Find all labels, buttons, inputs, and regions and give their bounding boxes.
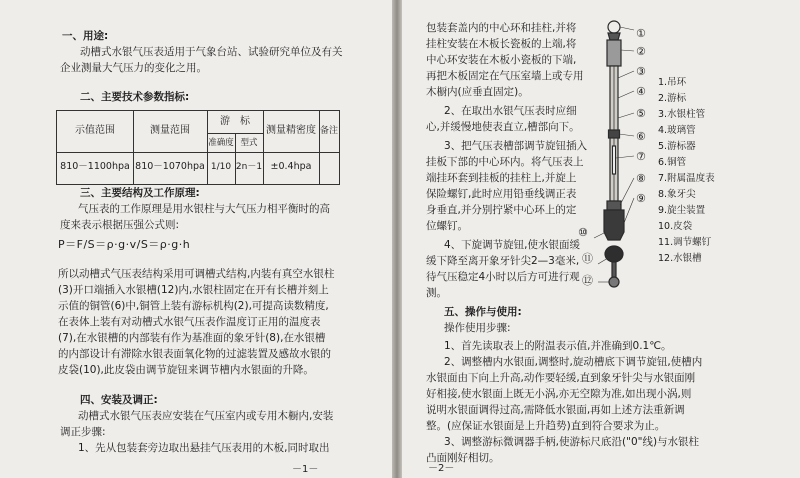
legend-item-9: 9.旋尘装置 <box>658 205 706 216</box>
pressure-formula: P＝F/S＝ρ·g·v/S＝ρ·g·h <box>58 238 191 251</box>
s5-line-3: 水银面由下向上升高,动作要轻缓,直到象牙针尖与水银面刚 <box>426 372 696 384</box>
p4-line-2: 缓下降至离开象牙针尖2—3毫米, <box>426 255 580 267</box>
cell-accuracy: ±0.4hpa <box>270 161 312 172</box>
s5-line-5: 说明水银面调得过高,需降低水银面,再如上述方法重新调 <box>426 404 685 416</box>
p1-line-2: 挂柱安装在木板长瓷板的上端,将 <box>426 38 577 50</box>
header-range: 示值范围 <box>75 125 115 136</box>
p2-line-2: 心,并缓慢地使表直立,槽部向下。 <box>426 121 580 133</box>
page-number-2: －2－ <box>428 463 455 474</box>
adjust-knob-shape <box>609 277 619 287</box>
s5-line-2: 2、调整槽内水银面,调整时,旋动槽底下调节旋钮,使槽内 <box>444 356 703 368</box>
legend-item-6: 6.铜管 <box>658 157 687 168</box>
header-precision: 准确度 <box>208 138 234 148</box>
right-page <box>402 0 800 478</box>
cistern-shape <box>604 210 624 240</box>
header-notes: 备注 <box>319 126 338 136</box>
section-4-title: 四、安装及调正: <box>80 394 158 406</box>
p4-line-3: 待气压稳定4小时以后方可进行观 <box>426 271 580 283</box>
section-3-body-2: (3)开口端插入水银槽(12)内,水银柱固定在开有长槽并刻上 <box>58 284 329 296</box>
s5-line-6: 整。(应保证水银面是上升趋势)直到符合要求为止。 <box>426 420 666 432</box>
barometer-diagram <box>584 18 644 293</box>
section-4-body-2: 调正步骤: <box>60 426 106 438</box>
section-3-body-5: (7),在水银槽的内部装有作为基准面的象牙针(8),在水银槽 <box>58 332 326 344</box>
callout-8: ⑧ <box>636 172 646 185</box>
section-3-body-6: 的内部设计有滞除水银表面氧化物的过滤装置及感故水银的 <box>58 348 331 360</box>
section-5-title: 五、操作与使用: <box>444 306 522 318</box>
p3-line-3: 端挂环套到挂板的挂柱上,并旋上 <box>426 172 577 184</box>
callout-7: ⑦ <box>636 150 646 163</box>
legend-item-11: 11.调节螺钉 <box>658 237 712 248</box>
section-3-intro-2: 度来表示根据压强公式则: <box>60 219 180 231</box>
adjust-screw-shape <box>612 262 616 278</box>
header-measure: 测量范围 <box>150 125 190 136</box>
callout-4: ④ <box>636 85 646 98</box>
callout-1: ① <box>636 27 646 40</box>
legend-item-5: 5.游标器 <box>658 141 696 152</box>
callout-12: ⑫ <box>582 274 593 287</box>
hanging-ring-shape <box>608 21 620 33</box>
section-1-title: 一、用途: <box>62 30 109 42</box>
p4-line-1: 4、下旋调节旋钮,使水银面缓 <box>444 239 581 251</box>
header-type: 型式 <box>240 138 258 148</box>
spec-table <box>56 110 340 185</box>
callout-9: ⑨ <box>636 192 646 205</box>
section-5-subtitle: 操作使用步骤: <box>444 322 511 334</box>
legend-item-2: 2.游标 <box>658 93 687 104</box>
legend-item-12: 12.水银槽 <box>658 253 702 264</box>
callout-11: ⑪ <box>582 252 593 265</box>
callout-2: ② <box>636 45 646 58</box>
section-4-body-3: 1、先从包装套旁边取出悬挂气压表用的木板,同时取出 <box>78 442 330 454</box>
leather-bag-shape <box>605 246 623 262</box>
section-3-body-4: 在表体上装有对动槽式水银气压表作温度订正用的温度表 <box>58 316 321 328</box>
p3-line-6: 位螺钉。 <box>426 220 468 232</box>
fitting-shape <box>607 201 621 210</box>
s5-line-4: 好相接,使水银面上既无小涡,亦无空隙为准,如出现小涡,则 <box>426 388 692 400</box>
p1-line-1: 包装套盖内的中心环和挂柱,并将 <box>426 22 577 34</box>
p1-line-4: 再把木板固定在气压室墙上或专用 <box>426 70 584 82</box>
p4-line-4: 测。 <box>426 287 447 299</box>
legend-item-3: 3.水银柱管 <box>658 109 706 120</box>
p1-line-5: 木橱内(应垂直固定)。 <box>426 86 529 98</box>
section-3-body-3: 示值的铜管(6)中,铜管上装有游标机构(2),可提高读数精度, <box>58 300 329 312</box>
vernier-shape <box>607 40 621 66</box>
callout-5: ⑤ <box>636 107 646 120</box>
cell-type: 2n－1 <box>235 162 263 172</box>
legend-item-7: 7.附属温度表 <box>658 173 715 184</box>
p3-line-4: 保险螺钉,此时应用铅垂线调正表 <box>426 188 577 200</box>
section-4-body-1: 动槽式水银气压表应安装在气压室内或专用木橱内,安装 <box>78 410 334 422</box>
page-number-1: －1－ <box>292 464 319 475</box>
legend-item-4: 4.玻璃管 <box>658 125 696 136</box>
book-gutter <box>392 0 402 478</box>
legend-item-1: 1.吊环 <box>658 77 687 88</box>
callout-6: ⑥ <box>636 130 646 143</box>
section-3-intro-1: 气压表的工作原理是用水银柱与大气压力相平衡时的高 <box>78 203 330 215</box>
p3-line-5: 身垂直,并分别拧紧中心环上的定 <box>426 204 577 216</box>
top-cap-shape <box>608 33 620 40</box>
s5-line-1: 1、首先读取表上的附温表示值,并准确到0.1℃。 <box>444 340 672 352</box>
p2-line-1: 2、在取出水银气压表时应细 <box>444 105 577 117</box>
section-3-body-1: 所以动槽式气压表结构采用可调槽式结构,内装有真空水银柱 <box>58 268 335 280</box>
header-accuracy: 测量精密度 <box>266 125 316 136</box>
section-1-line-2: 企业测量大气压力的变化之用。 <box>60 62 207 74</box>
p3-line-1: 3、把气压表槽部调节旋钮插入 <box>444 140 588 152</box>
tube-band-shape <box>609 130 620 138</box>
legend-item-10: 10.皮袋 <box>658 221 693 232</box>
section-1-line-1: 动槽式水银气压表适用于气象台站、试验研究单位及有关 <box>80 46 343 58</box>
s5-line-8: 凸面刚好相切。 <box>426 452 500 464</box>
section-3-body-7: 皮袋(10),此皮袋由调节旋钮来调节槽内水银面的升降。 <box>58 364 314 376</box>
section-3-title: 三、主要结构及工作原理: <box>80 187 200 199</box>
callout-3: ③ <box>636 65 646 78</box>
section-2-title: 二、主要技术参数指标: <box>80 91 190 103</box>
p3-line-2: 挂板下部的中心环内。将气压表上 <box>426 156 584 168</box>
header-vernier: 游 标 <box>220 116 250 127</box>
p1-line-3: 中心环安装在木板小瓷板的下端, <box>426 54 577 66</box>
cell-precision: 1/10 <box>210 162 232 172</box>
callout-10: ⑩ <box>578 226 588 239</box>
legend-item-8: 8.象牙尖 <box>658 189 696 200</box>
thermometer-shape <box>613 146 616 174</box>
cell-range: 810－1100hpa <box>60 161 130 172</box>
s5-line-7: 3、调整游标微调器手柄,使游标尺底沿("0"线)与水银柱 <box>444 436 700 448</box>
left-page <box>0 0 392 478</box>
cell-measure: 810－1070hpa <box>135 161 205 172</box>
